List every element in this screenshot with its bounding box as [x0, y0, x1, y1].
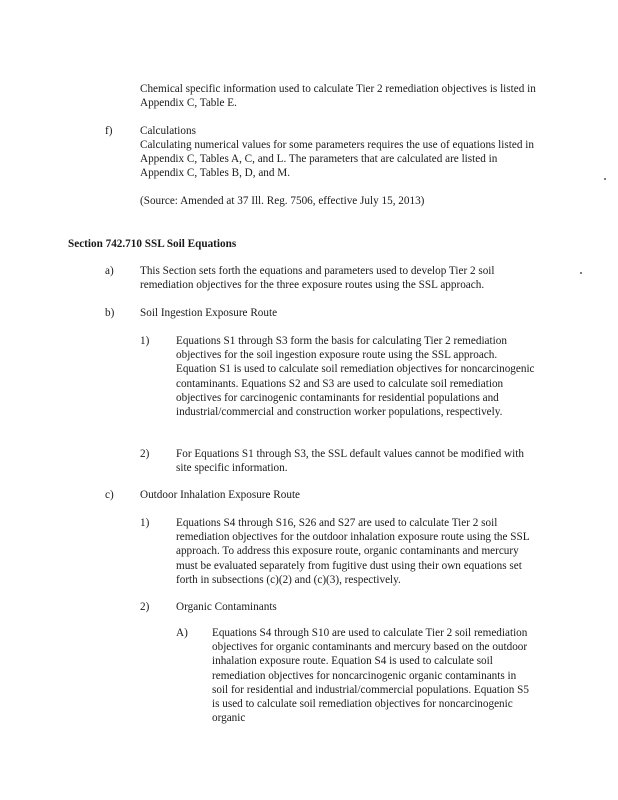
scan-speck — [604, 178, 606, 180]
section-heading: Section 742.710 SSL Soil Equations — [68, 238, 237, 250]
item-f-body: Calculating numerical values for some parameters requires the use of equations listed in Appendix C, Tables A, C, and L. The parameters that are calculated are listed in Appendix C, Tables B, D, and M. — [140, 139, 534, 180]
item-c-label: c) — [105, 489, 114, 501]
item-c2-label: 2) — [140, 601, 150, 613]
item-c1-text: Equations S4 through S16, S26 and S27 are used to calculate Tier 2 soil remediation objectives for the outdoor inhalation exposure route using the SSL approach. To address this exposure route, organic contaminants and mercury must be evaluated separately from fugitive dust using their own equations set forth in subsections (c)(2) and (c)(3), respectively. — [176, 517, 530, 586]
item-c-title: Outdoor Inhalation Exposure Route — [140, 489, 301, 501]
item-c2a-label: A) — [176, 627, 188, 639]
item-b1-label: 1) — [140, 335, 150, 347]
item-a-label: a) — [105, 265, 114, 277]
item-b-label: b) — [105, 307, 115, 319]
item-b-title: Soil Ingestion Exposure Route — [140, 307, 278, 319]
scan-speck — [580, 272, 582, 274]
item-c2a-text: Equations S4 through S10 are used to calculate Tier 2 soil remediation objectives for organic contaminants and mercury based on the outdoor inhalation exposure route. Equation S4 is used to calculate soil remediation objectives for noncarcinogenic organic contaminants in soil for residential and industrial/commercial populations. Equation S5 is used to calculate soil remediation objectives for noncarcinogenic organic — [212, 627, 529, 725]
item-a-text: This Section sets forth the equations and parameters used to develop Tier 2 soil remediation objectives for the three exposure routes using the SSL approach. — [140, 265, 495, 292]
item-f-title: Calculations — [140, 125, 196, 137]
intro-paragraph: Chemical specific information used to calculate Tier 2 remediation objectives is listed in Appendix C, Table E. — [140, 83, 536, 110]
item-c2-title: Organic Contaminants — [176, 601, 277, 613]
item-b2-text: For Equations S1 through S3, the SSL default values cannot be modified with site specific information. — [176, 448, 524, 475]
source-note: (Source: Amended at 37 Ill. Reg. 7506, effective July 15, 2013) — [140, 195, 425, 207]
item-f-label: f) — [105, 125, 113, 137]
item-b1-text: Equations S1 through S3 form the basis for calculating Tier 2 remediation objectives for the soil ingestion exposure route using the SSL approach. Equation S1 is used to calculate soil remediation objectives for noncarcinogenic contaminants. Equations S2 and S3 are used to calculate soil remediation objectives for carcinogenic contaminants for residential populations and industrial/commercial and construction worker populations, respectively. — [176, 335, 535, 419]
item-b2-label: 2) — [140, 448, 150, 460]
item-c1-label: 1) — [140, 517, 150, 529]
